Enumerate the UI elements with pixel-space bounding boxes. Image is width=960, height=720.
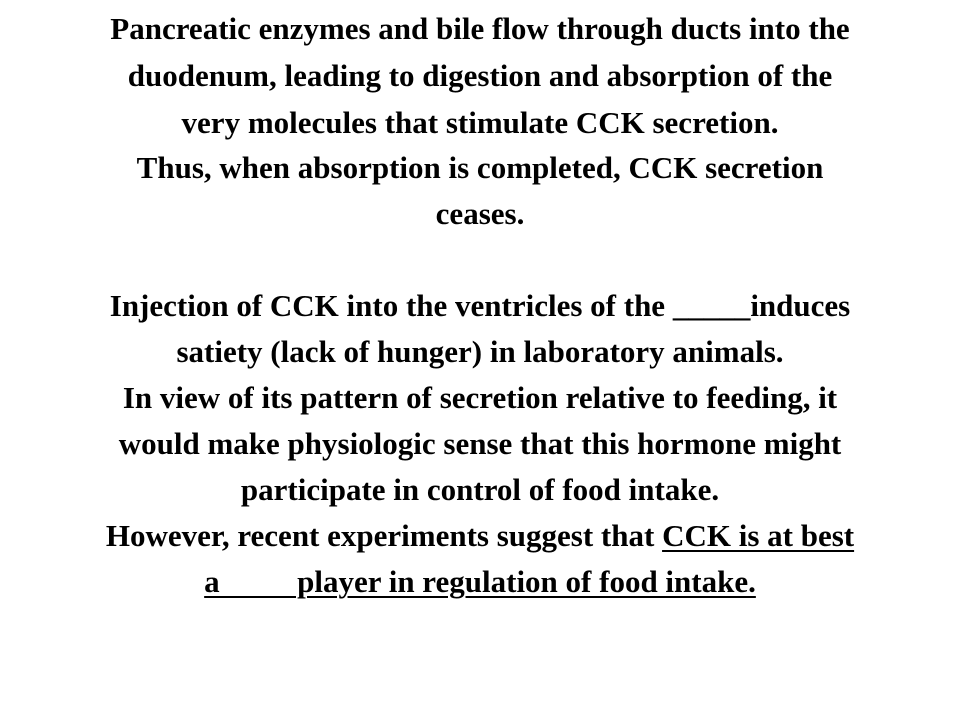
paragraph-2-line-5: participate in control of food intake. (240, 472, 720, 507)
paragraph-2-line-4: would make physiologic sense that this hormone might (118, 426, 842, 461)
line-6-underlined-text: CCK is at best (662, 518, 855, 553)
paragraph-1-line-2: duodenum, leading to digestion and absorption of the (127, 58, 833, 93)
paragraph-2-line-7 (0, 559, 960, 605)
paragraph-2-line-1: Injection of CCK into the ventricles of the _____induces (109, 288, 851, 323)
paragraph-1-line-3: very molecules that stimulate CCK secretion. (181, 105, 779, 140)
line-7-underlined-text: a player in regulation of food intake. (204, 564, 756, 599)
paragraph-2-line-2: satiety (lack of hunger) in laboratory animals. (176, 334, 784, 369)
line-6-plain-text: However, recent experiments suggest that (105, 518, 663, 553)
paragraph-1-line-5: ceases. (435, 196, 525, 231)
paragraph-2-line-6 (0, 513, 960, 559)
paragraph-1-line-4: Thus, when absorption is completed, CCK secretion (136, 150, 824, 185)
paragraph-2-line-3: In view of its pattern of secretion relative to feeding, it (122, 380, 838, 415)
paragraph-1-line-1: Pancreatic enzymes and bile flow through ducts into the (110, 11, 850, 46)
